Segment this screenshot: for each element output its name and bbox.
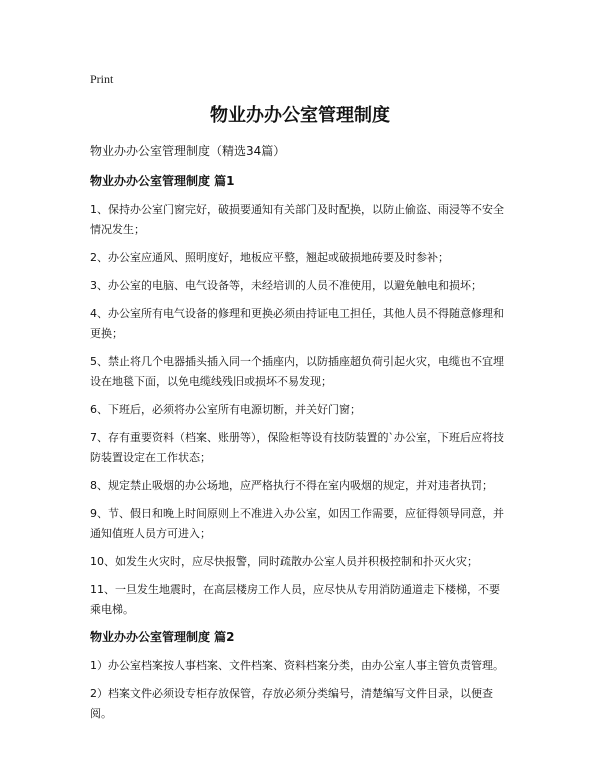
paragraph: 11、一旦发生地震时，在高层楼房工作人员，应尽快从专用消防通道走下楼梯，不要乘电梯。 — [90, 583, 500, 616]
document-title: 物业办办公室管理制度 — [210, 105, 390, 126]
document-subtitle: 物业办办公室管理制度（精选34篇） — [90, 144, 286, 158]
paragraph: 5、禁止将几个电器插头插入同一个插座内，以防插座超负荷引起火灾，电缆也不宜埋设在地毯下面，以免电缆线残旧或损坏不易发现； — [90, 355, 504, 388]
section-heading: 物业办办公室管理制度 篇2 — [90, 630, 235, 644]
print-label: Print — [90, 72, 114, 86]
section-1 — [90, 172, 510, 620]
paragraph: 4、办公室所有电气设备的修理和更换必须由持证电工担任，其他人员不得随意修理和更换； — [90, 307, 504, 340]
paragraph: 8、规定禁止吸烟的办公场地，应严格执行不得在室内吸烟的规定，并对违者执罚； — [90, 479, 493, 492]
paragraph: 9、节、假日和晚上时间原则上不准进入办公室，如因工作需要，应征得领导同意，并通知值班人员方可进入； — [90, 507, 504, 540]
paragraph: 3、办公室的电脑、电气设备等，未经培训的人员不准使用，以避免触电和损坏； — [90, 279, 482, 292]
section-heading: 物业办办公室管理制度 篇1 — [90, 174, 235, 188]
section-2 — [90, 628, 510, 724]
paragraph: 6、下班后，必须将办公室所有电源切断，并关好门窗； — [90, 403, 361, 416]
paragraph: 1）办公室档案按人事档案、文件档案、资料档案分类，由办公室人事主管负责管理。 — [90, 659, 504, 672]
paragraph: 7、存有重要资料（档案、账册等），保险柜等设有技防装置的`办公室，下班后应将技防装置设定在工作状态； — [90, 431, 504, 464]
paragraph: 2、办公室应通风、照明度好，地板应平整，翘起或破损地砖要及时参补； — [90, 251, 449, 264]
paragraph: 10、如发生火灾时，应尽快报警，同时疏散办公室人员并积极控制和扑灭火灾； — [90, 555, 478, 568]
paragraph: 1、保持办公室门窗完好，破损要通知有关部门及时配换，以防止偷盗、雨浸等不安全情况发生； — [90, 203, 504, 236]
paragraph: 2）档案文件必须设专柜存放保管，存放必须分类编号，清楚编写文件目录，以便查阅。 — [90, 687, 493, 720]
